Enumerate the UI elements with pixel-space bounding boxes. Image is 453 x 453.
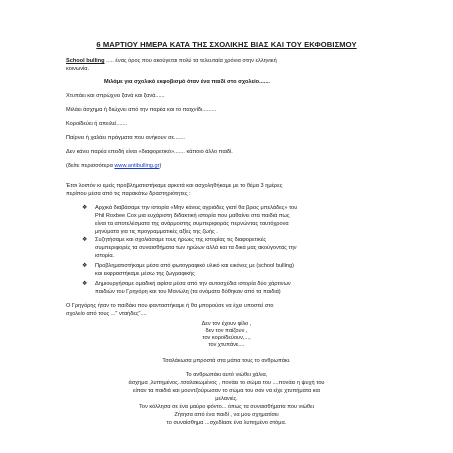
- bullet-1-line-2: Phil Roxbee Cox μια ευχάριστη διδακτική ιστορία που μαθαίνει στα παιδιά πως: [95, 213, 290, 219]
- poem3-line-7: το συναίσθημα ...σχεδίασε ένα λυπημένο στόμα.: [166, 420, 287, 426]
- poem1-line-2: δεν τον παίζουν ,: [205, 328, 248, 334]
- bullet-icon: ❖: [82, 237, 88, 243]
- bullet-2-line-1: Συζητήσαμε και σχολιάσαμε τους ήρωες της ιστορίας τις διαφορετικές: [95, 237, 267, 243]
- poem3-line-4: μελανιές.: [215, 396, 238, 402]
- story-intro-line-2: σχολείο από τους ..." νταήδες"....: [66, 311, 147, 317]
- poem3-line-5: Τον κόλλησα σε ένα μαύρο φόντο... όπως τα συναισθήματα που νιώθει: [139, 404, 314, 410]
- example-4: Παίρνει ή χαλάει πράγματα που ανήκουν σε.......: [66, 135, 185, 141]
- bullet-3-line-2: και εκφραστήκαμε μέσω της ζωγραφικής: [95, 271, 195, 277]
- more-info-line: [66, 163, 161, 170]
- intro-line-1: [66, 58, 277, 65]
- story-intro-line-1: Ο Γρηγόρης ήταν το παιδάκι που φανταστήκαμε ή θα μπορούσε να έχει υποστεί στο: [66, 303, 274, 309]
- poem1-line-1: Δεν τον έχουν φίλο ,: [201, 321, 252, 327]
- example-5: Δεν κάνει παρέα επειδή είναι «διαφορετικό»....... κάποιο άλλο παιδί.: [66, 149, 233, 155]
- poem2-line: Τσαλάκωσα μπροστά στα μάτια τους το ανθρωπάκι.: [162, 358, 291, 364]
- paragraph-line-1: Έτσι λοιπόν κι εμείς προβληματιστήκαμε αρκετά και ασχοληθήκαμε με το θέμα 3 ημέρες: [66, 183, 283, 189]
- intro-term: School bulling: [66, 58, 105, 64]
- example-2: Μιλάει άσχημα ή διώχνει από την παρέα και το παιχνίδι.........: [66, 107, 217, 113]
- intro-rest: ..... ένας όρος που ακούγεται πολύ τα τελευταία χρόνια στην ελληνική: [104, 58, 277, 64]
- subheading: Μιλάμε για σχολικό εκφοβισμό όταν ένα παιδί στο σχολείο.......: [104, 79, 270, 85]
- poem1-line-4: τον χτυπάνε....: [208, 342, 245, 348]
- poem3-line-3: είπαν τα παιδιά και μουντζούρωσαν το σώμα του σαν να είχε χτυπήματα και: [133, 388, 320, 394]
- poem3-line-1: Το ανθρωπάκι αυτό νιώθει χάλια,: [185, 372, 268, 378]
- example-1: Χτυπάει και σπρώχνει ξανά και ξανά......: [66, 93, 165, 99]
- document-title: 6 ΜΑΡΤΙΟΥ ΗΜΕΡΑ ΚΑΤΑ ΤΗΣ ΣΧΟΛΙΚΗΣ ΒΙΑΣ ΚΑΙ ΤΟΥ ΕΚΦΟΒΙΣΜΟΥ: [96, 40, 357, 49]
- bullet-2-line-2: συμπεριφορές τα συναισθήματα των ηρώων αλλά και τα δικά μας ακούγοντας την: [95, 245, 297, 251]
- bullet-icon: ❖: [82, 281, 88, 287]
- poem3-line-6: Ζήτησα από ένα παιδί , να μου σχηματίσει: [174, 412, 279, 418]
- poem1-line-3: τον κοροϊδεύουν,...,: [202, 335, 251, 341]
- bullet-icon: ❖: [82, 263, 88, 269]
- bullet-2-line-3: ιστορία.: [95, 253, 115, 259]
- bullet-1-line-1: Αρχικά διαβάσαμε την ιστορία «Μην κάνεις αγριάδες γιατί θα βρεις μπελάδες» του: [95, 205, 298, 211]
- poem3-line-2: άσχημα ,λυπημένος..τσαλακωμένος , πονάει το σώμα του ....πονάει η ψυχή του: [128, 380, 325, 386]
- bullet-icon: ❖: [82, 205, 88, 211]
- intro-line-2: κοινωνία.: [66, 66, 90, 72]
- paragraph-line-2: περίπου μέσα από τις παρακάτω δραστηριότητες :: [66, 191, 191, 197]
- bullet-1-line-4: μηνύματα για τις προγραμματικές αξίες της ζωής .: [95, 229, 218, 235]
- bullet-4-line-2: παιδιών του Γρηγόρη και του Μανώλη (τα ονόματα δόθηκαν από τα παιδιά): [95, 289, 281, 295]
- more-suffix: ): [159, 163, 162, 169]
- bullet-3-line-1: Προβληματιστήκαμε μέσα από φωτογραφικό υλικό και εικόνες με (school bulling): [95, 263, 294, 269]
- example-3: Κοροϊδεύει ή απειλεί.......: [66, 121, 128, 127]
- bullet-1-line-3: είναι τα αποτελέσματα της ανάρμοστης συμπεριφοράς περνώντας ταυτόχρονα: [95, 221, 289, 227]
- antibulling-link[interactable]: www.antibulling.gr: [114, 163, 160, 169]
- more-prefix: (δείτε περισσότερα: [66, 163, 115, 169]
- bullet-4-line-1: Δημιουργήσαμε ομαδική αφίσα μέσα από την αυτοσχέδια ιστορία δύο χάρτινων: [95, 281, 291, 287]
